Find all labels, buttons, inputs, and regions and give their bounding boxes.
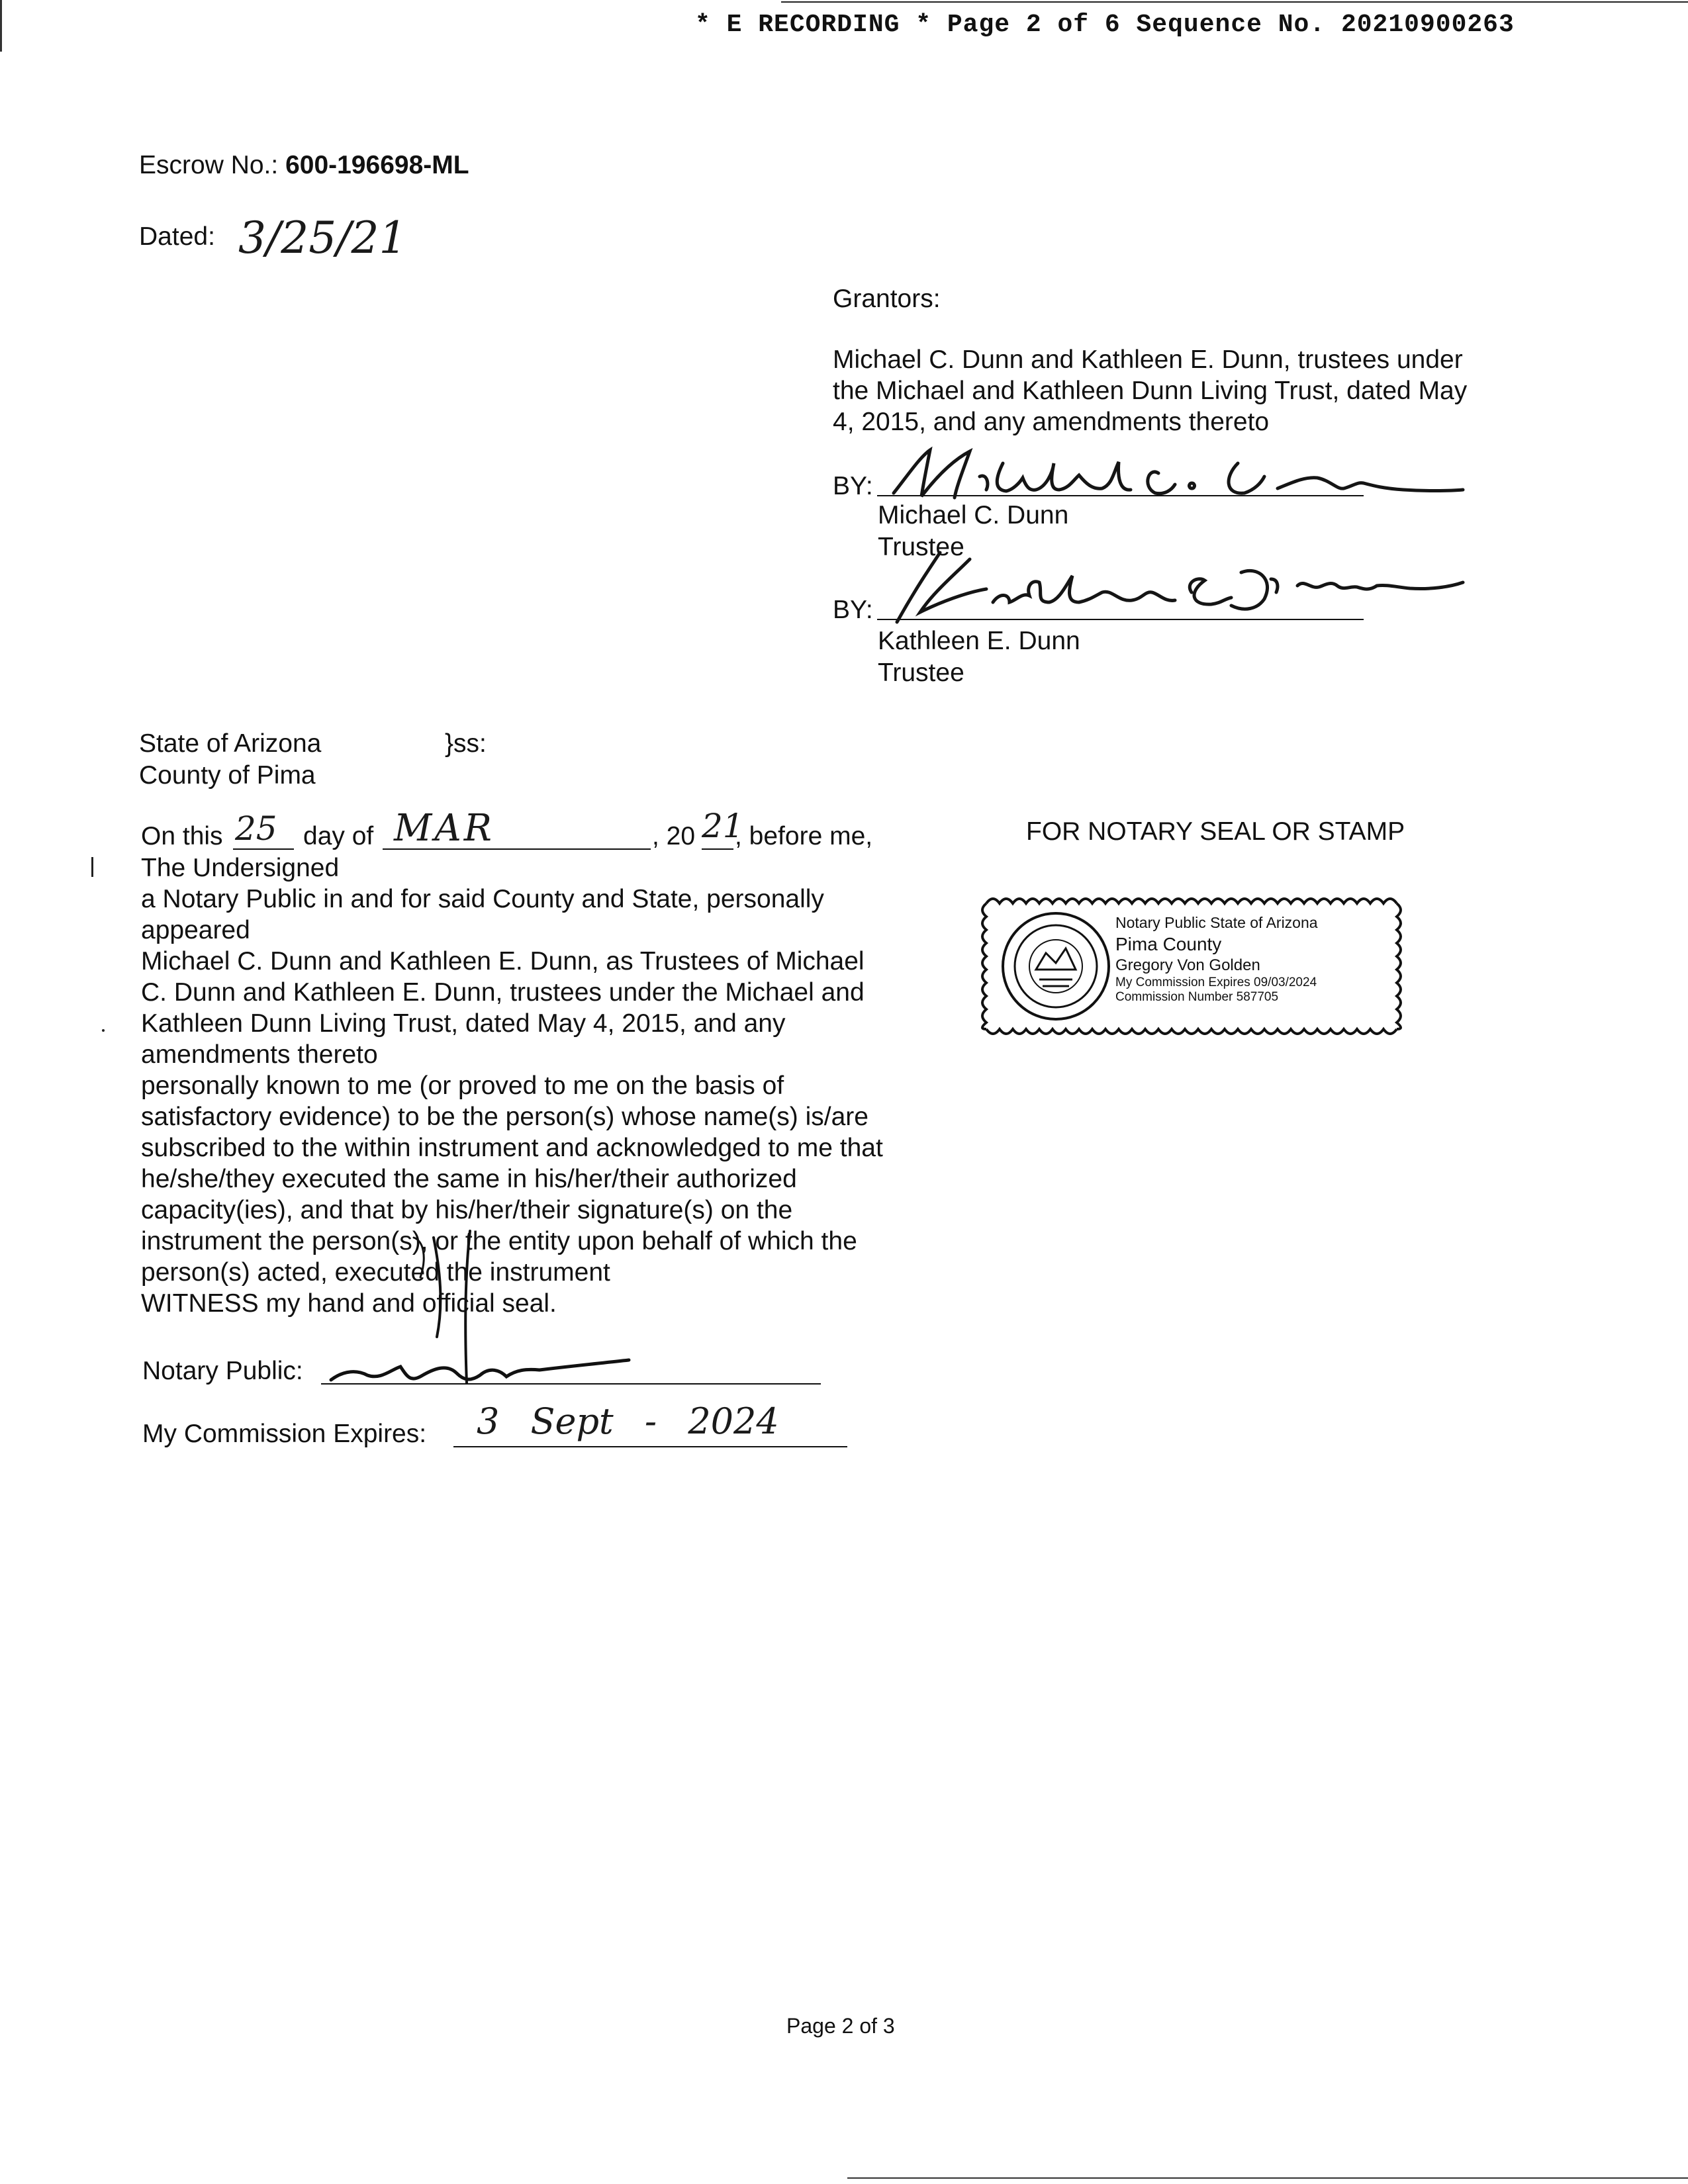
- venue-state: State of Arizona: [139, 729, 322, 758]
- left-edge-mark: [0, 0, 2, 52]
- ack-line: capacity(ies), and that by his/her/their signature(s) on the: [141, 1196, 793, 1224]
- venue-ss: }ss:: [445, 729, 487, 758]
- ack-line: satisfactory evidence) to be the person(s) whose name(s) is/are: [141, 1103, 868, 1131]
- escrow-row: [139, 150, 469, 181]
- ack-line: he/she/they executed the same in his/her/their authorized: [141, 1165, 797, 1193]
- notary-seal-heading: FOR NOTARY SEAL OR STAMP: [1026, 817, 1405, 846]
- grantors-line: the Michael and Kathleen Dunn Living Trust, dated May: [833, 377, 1468, 405]
- year-line: [702, 848, 733, 850]
- stamp-line: Pima County: [1115, 934, 1222, 954]
- day-handwritten: 25: [235, 809, 277, 848]
- venue-county: County of Pima: [139, 761, 316, 790]
- grantors-line: 4, 2015, and any amendments thereto: [833, 408, 1270, 436]
- by-label-2: BY:: [833, 596, 873, 624]
- grantors-line: Michael C. Dunn and Kathleen E. Dunn, trustees under: [833, 345, 1463, 374]
- signatory-name-1: Michael C. Dunn: [878, 501, 1069, 529]
- page-footer: Page 2 of 3: [786, 2014, 895, 2038]
- grantors-heading: Grantors:: [833, 285, 941, 313]
- escrow-label: Escrow No.:: [139, 151, 279, 179]
- signatory-name-2: Kathleen E. Dunn: [878, 627, 1080, 655]
- ack-line: subscribed to the within instrument and acknowledged to me that: [141, 1134, 883, 1162]
- notary-signature: [328, 1350, 632, 1403]
- ack-before-me: , before me,: [735, 822, 873, 850]
- dated-handwritten-value: 3/25/21: [238, 212, 407, 263]
- day-line: [233, 848, 294, 850]
- ack-on-this: On this: [141, 822, 223, 850]
- month-handwritten: MAR: [394, 807, 494, 850]
- signature-kathleen: [874, 539, 1470, 639]
- ack-line: appeared: [141, 916, 250, 944]
- ack-line: amendments thereto: [141, 1040, 378, 1069]
- stamp-line: My Commission Expires 09/03/2024: [1115, 976, 1317, 989]
- notary-stamp: [980, 890, 1413, 1042]
- ack-line: C. Dunn and Kathleen E. Dunn, trustees under the Michael and: [141, 978, 865, 1007]
- commission-handwritten: 3 Sept - 2024: [477, 1400, 779, 1442]
- commission-label: My Commission Expires:: [142, 1420, 427, 1448]
- dated-label: Dated:: [139, 222, 215, 251]
- top-rule: [781, 1, 1688, 3]
- grantors-description: [833, 344, 1467, 437]
- recording-header: * E RECORDING * Page 2 of 6 Sequence No. 20210900263: [695, 11, 1515, 39]
- bottom-rule: [847, 2177, 1688, 2179]
- by-label-1: BY:: [833, 472, 873, 500]
- stamp-line: Commission Number 587705: [1115, 990, 1279, 1004]
- ack-line: person(s) acted, executed the instrument: [141, 1258, 610, 1287]
- ack-line: personally known to me (or proved to me on the basis of: [141, 1071, 784, 1100]
- stamp-line: Notary Public State of Arizona: [1115, 914, 1318, 931]
- ack-line: instrument the person(s), or the entity upon behalf of which the: [141, 1227, 857, 1255]
- ack-year-prefix: , 20: [652, 822, 696, 850]
- signatory-title-1: Trustee: [878, 533, 964, 561]
- ack-line: a Notary Public in and for said County and State, personally: [141, 885, 824, 913]
- margin-tick: [91, 857, 93, 877]
- ack-day-of: day of: [303, 822, 374, 850]
- ack-line: The Undersigned: [141, 854, 340, 882]
- signatory-title-2: Trustee: [878, 659, 964, 687]
- escrow-number: 600-196698-ML: [285, 151, 469, 179]
- ack-line: Michael C. Dunn and Kathleen E. Dunn, as Trustees of Michael: [141, 947, 865, 976]
- ack-line: WITNESS my hand and official seal.: [141, 1289, 557, 1318]
- margin-dot: [102, 1029, 105, 1032]
- commission-line: [453, 1446, 847, 1447]
- stamp-line: Gregory Von Golden: [1115, 956, 1260, 974]
- notary-public-label: Notary Public:: [142, 1357, 303, 1385]
- year-handwritten: 21: [702, 807, 744, 845]
- ack-line: Kathleen Dunn Living Trust, dated May 4, 2015, and any: [141, 1009, 786, 1038]
